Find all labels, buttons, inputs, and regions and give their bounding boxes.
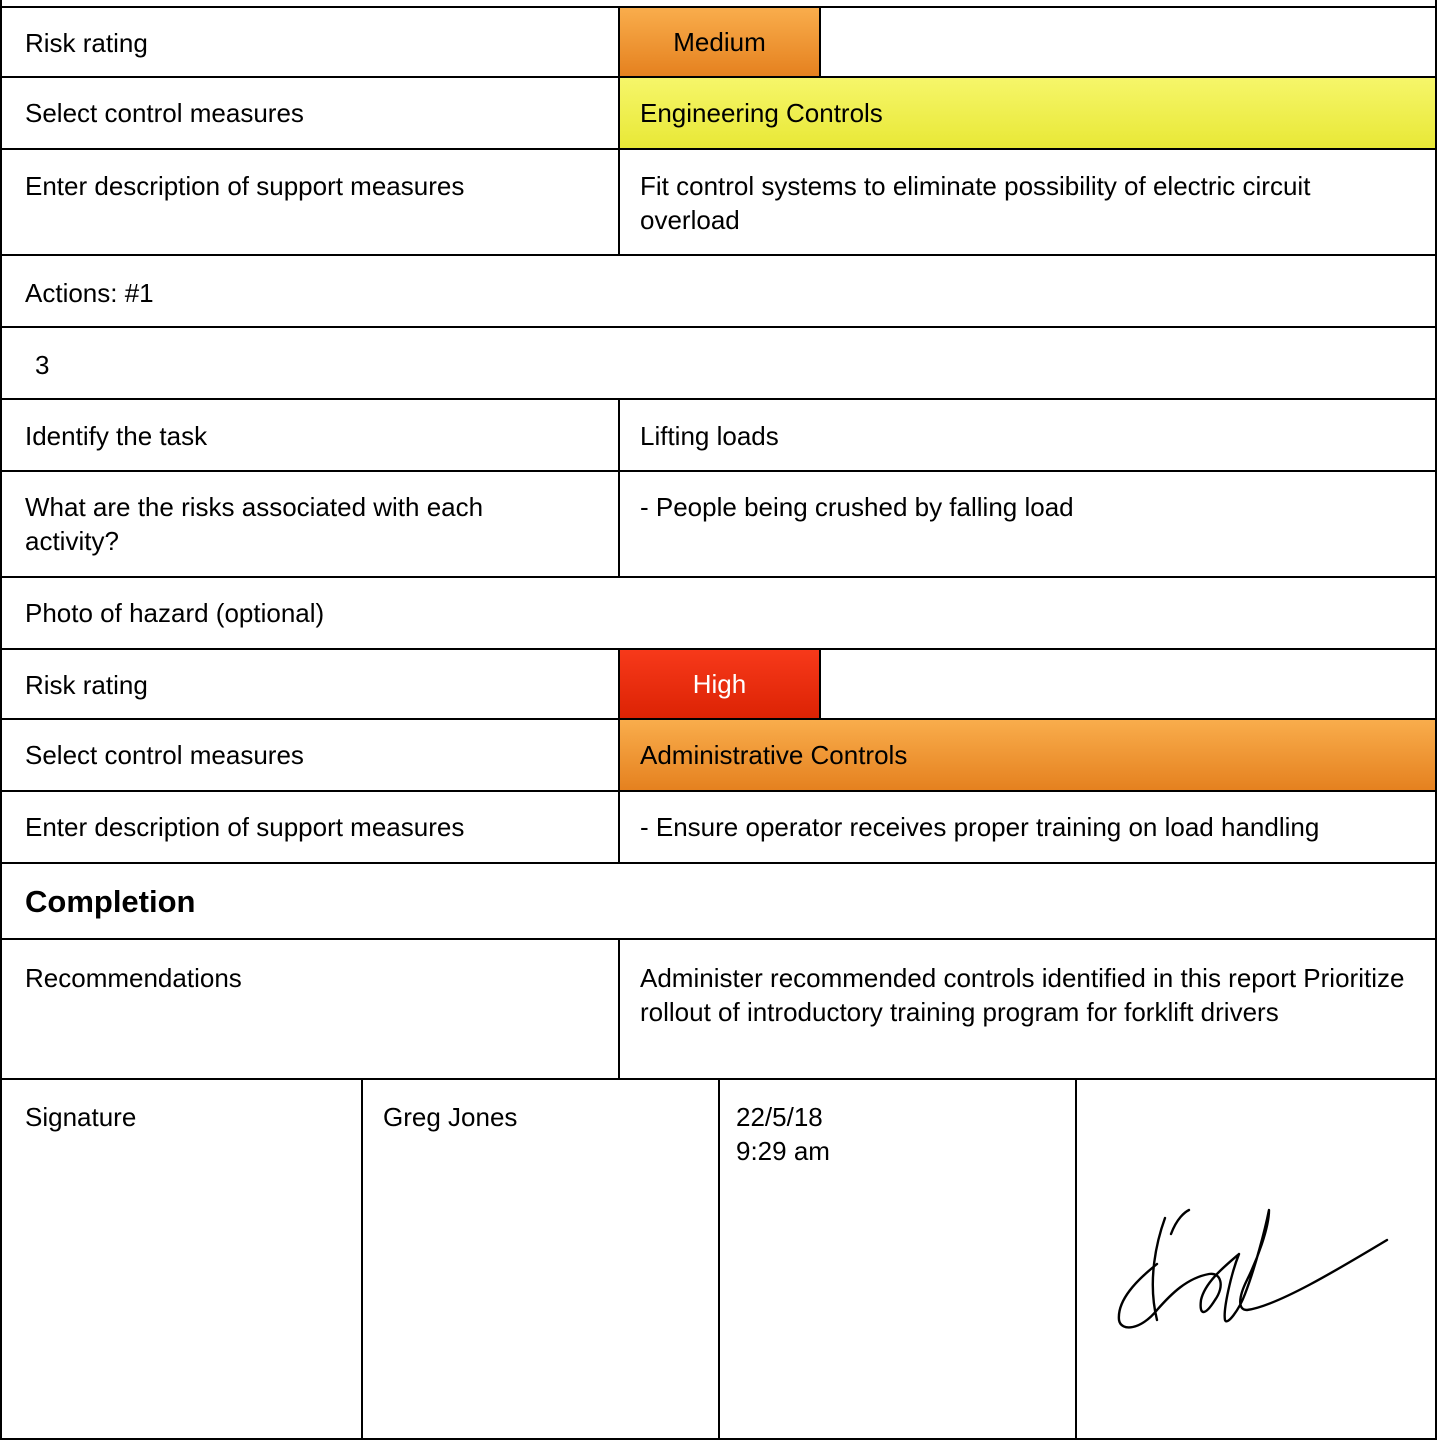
risk-rating-2-label-cell — [0, 650, 620, 720]
signature-label-cell — [0, 1080, 363, 1440]
top-border — [0, 0, 1437, 8]
task-value: Lifting loads — [640, 421, 779, 451]
control-measures-2-label-cell — [0, 720, 620, 792]
task-label: Identify the task — [25, 421, 208, 451]
risk-rating-2-label: Risk rating — [25, 670, 148, 700]
control-measures-label: Select control measures — [25, 98, 304, 128]
risk-rating-2-value-cell — [618, 650, 1437, 720]
support-measures-2-value-cell[interactable] — [618, 792, 1437, 864]
recommendations-label: Recommendations — [25, 963, 242, 993]
risk-rating-value-cell — [618, 8, 1437, 78]
control-measures-engineering-cell[interactable] — [618, 78, 1437, 150]
support-measures-2-label: Enter description of support measures — [25, 812, 465, 842]
completion-heading: Completion — [25, 884, 196, 919]
signature-scribble — [1097, 1170, 1417, 1370]
recommendations-value-cell[interactable] — [618, 940, 1437, 1080]
recommendations-value: Administer recommended controls identified in this report Prioritize rollout of introductory training program for forklift drivers — [640, 963, 1405, 1027]
risk-rating-2-value: High — [692, 669, 747, 699]
photo-hazard-cell[interactable] — [0, 578, 1437, 650]
risk-rating-label: Risk rating — [25, 28, 148, 58]
control-measures-value: Engineering Controls — [640, 98, 883, 128]
actions-value: 3 — [35, 350, 50, 380]
task-label-cell — [0, 400, 620, 472]
photo-hazard-label: Photo of hazard (optional) — [25, 598, 325, 628]
risk-rating-label-cell — [0, 8, 620, 78]
support-measures-2-value: - Ensure operator receives proper training on load handling — [640, 812, 1320, 842]
actions-value-cell — [0, 328, 1437, 400]
signature-time: 9:29 am — [736, 1136, 830, 1166]
support-measures-label-cell — [0, 150, 620, 256]
actions-header: Actions: #1 — [25, 278, 154, 308]
task-value-cell[interactable] — [618, 400, 1437, 472]
control-measures-2-label: Select control measures — [25, 740, 304, 770]
risk-rating-medium-badge[interactable] — [620, 8, 821, 76]
signature-label: Signature — [25, 1102, 137, 1132]
recommendations-label-cell — [0, 940, 620, 1080]
signature-datetime-cell[interactable] — [718, 1080, 1077, 1440]
signer-name: Greg Jones — [383, 1102, 518, 1132]
support-measures-2-label-cell — [0, 792, 620, 864]
control-measures-administrative-cell[interactable] — [618, 720, 1437, 792]
risk-rating-high-badge[interactable] — [620, 650, 821, 718]
control-measures-label-cell — [0, 78, 620, 150]
signature-image-cell[interactable] — [1075, 1080, 1437, 1440]
risk-rating-value: Medium — [673, 27, 766, 57]
signature-date: 22/5/18 — [736, 1102, 823, 1132]
actions-header-cell — [0, 256, 1437, 328]
signer-name-cell[interactable] — [361, 1080, 720, 1440]
completion-heading-cell — [0, 864, 1437, 940]
support-measures-value-cell[interactable] — [618, 150, 1437, 256]
control-measures-2-value: Administrative Controls — [640, 740, 908, 770]
risks-label-cell — [0, 472, 620, 578]
risks-value-cell[interactable] — [618, 472, 1437, 578]
support-measures-value: Fit control systems to eliminate possibility of electric circuit overload — [640, 171, 1311, 235]
risks-value: - People being crushed by falling load — [640, 492, 1074, 522]
risks-label: What are the risks associated with each activity? — [25, 492, 484, 556]
support-measures-label: Enter description of support measures — [25, 171, 465, 201]
